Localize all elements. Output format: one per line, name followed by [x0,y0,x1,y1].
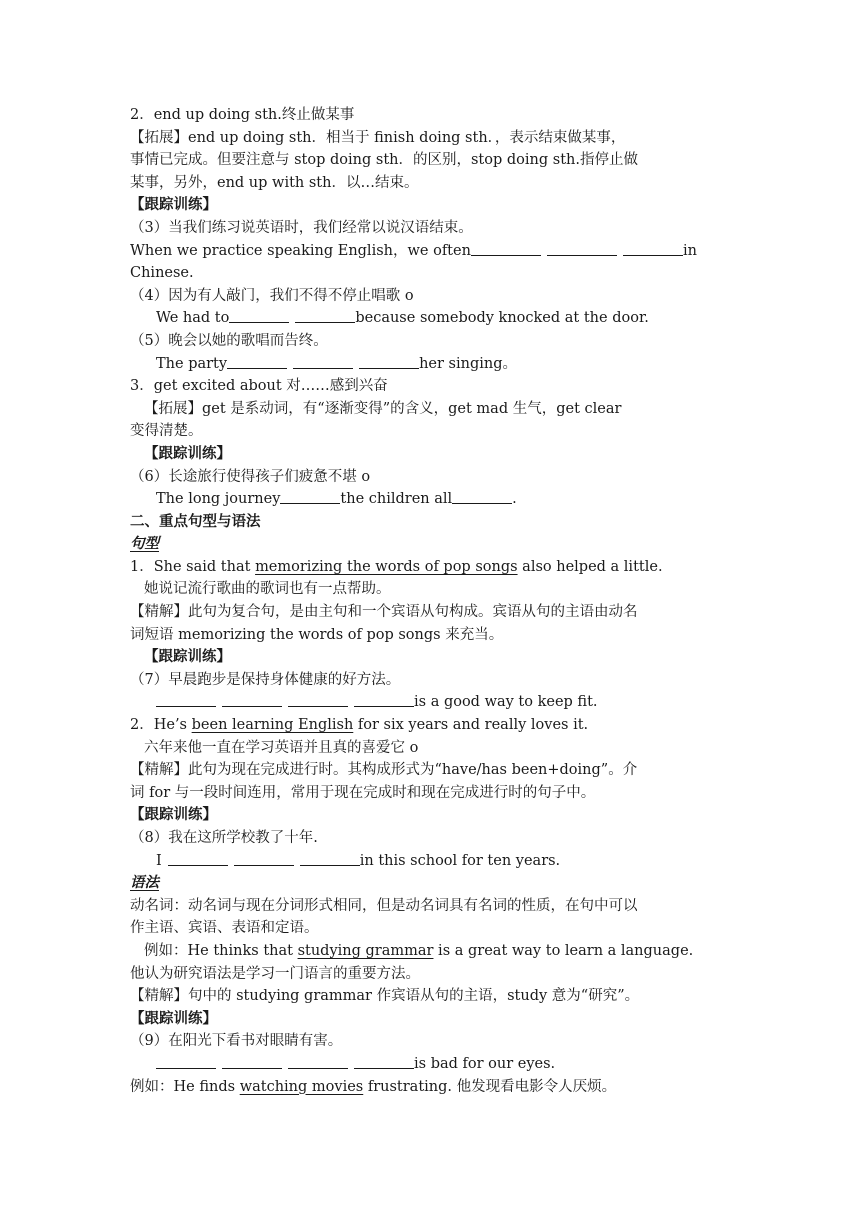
exercise-7-prompt: （7）早晨跑步是保持身体健康的好方法。 [130,671,401,688]
expansion-line-1: 【拓展】end up doing sth．相当于 finish doing sth．，表示结束做某事， [130,129,626,146]
expansion-get-line-1: 【拓展】get 是系动词，有“逐渐变得”的含义，get mad 生气，get clear [144,400,622,417]
grammar-example-1-translation: 他认为研究语法是学习一门语言的重要方法。 [130,965,420,982]
exercise-4-prompt: （4）因为有人敲门，我们不得不停止唱歌 o [130,287,414,304]
grammar-intro-line-2: 作主语、宾语、表语和定语。 [130,920,319,937]
item-3-heading: 3．get excited about 对……感到兴奋 [130,378,388,395]
fill-blank[interactable] [471,241,541,256]
sentence-text: We had to [156,310,230,327]
fill-blank[interactable] [156,1054,216,1069]
expansion-get-line-2: 变得清楚。 [130,423,203,440]
sentence-text: 例如：He thinks that [144,942,298,959]
grammar-intro-line-1: 动名词：动名词与现在分词形式相同，但是动名词具有名词的性质，在句中可以 [130,897,638,914]
explanation-2-line-1: 【精解】此句为现在完成进行时。其构成形式为“have/has been+doing”。介 [130,762,638,779]
exercise-8-sentence [130,850,734,873]
exercise-4-sentence [130,307,734,330]
underlined-phrase: watching movies [239,1078,364,1095]
fill-blank[interactable] [288,692,348,707]
fill-blank[interactable] [293,354,353,369]
sentence-text: 2．He’s [130,717,192,734]
sentence-text: is a great way to learn a language. [433,942,694,959]
exercise-3-sentence [130,240,734,263]
fill-blank[interactable] [354,692,414,707]
practice-heading: 【跟踪训练】 [130,806,217,824]
fill-blank[interactable] [227,354,287,369]
underlined-phrase: memorizing the words of pop songs [255,558,518,575]
sentence-text: because somebody knocked at the door. [355,310,649,327]
exercise-9-sentence [130,1053,734,1076]
fill-blank[interactable] [354,1054,414,1069]
pattern-2-sentence [130,714,734,737]
fill-blank[interactable] [288,1054,348,1069]
sentence-text: her singing。 [419,355,517,372]
fill-blank[interactable] [222,692,282,707]
item-2-heading: 2．end up doing sth.终止做某事 [130,107,355,123]
sentence-text: also helped a little. [517,558,663,575]
practice-heading: 【跟踪训练】 [130,1009,217,1027]
practice-heading: 【跟踪训练】 [130,196,217,214]
grammar-explanation: 【精解】句中的 studying grammar 作宾语从句的主语，study 意为“研究”。 [130,988,640,1005]
sentence-text: The party [156,355,228,372]
practice-heading: 【跟踪训练】 [144,444,231,462]
exercise-5-prompt: （5）晚会以她的歌唱而告终。 [130,332,328,349]
grammar-example-1 [130,940,734,963]
expansion-line-2: 事情已完成。但要注意与 stop doing sth．的区别，stop doing sth.指停止做 [130,152,638,169]
sentence-text: 1．She said that [130,558,256,575]
sentence-text: . [512,491,517,508]
grammar-heading-text: 语法 [130,874,159,892]
sentence-text: I [156,852,162,869]
expansion-line-3: 某事，另外，end up with sth．以…结束。 [130,174,419,191]
practice-heading: 【跟踪训练】 [144,648,231,666]
explanation-1-line-2: 词短语 memorizing the words of pop songs 来充当。 [130,626,504,643]
exercise-7-sentence [130,691,734,714]
sentence-text: in this school for ten years. [359,852,561,869]
exercise-9-prompt: （9）在阳光下看书对眼睛有害。 [130,1033,343,1050]
sentence-text: 例如：He finds [130,1078,240,1095]
sentence-text: is bad for our eyes. [414,1055,556,1072]
fill-blank[interactable] [452,489,512,504]
sentence-patterns-heading: 句型 [130,535,159,553]
grammar-example-2 [130,1076,734,1099]
exercise-5-sentence [130,353,734,376]
pattern-2-translation: 六年来他一直在学习英语并且真的喜爱它 o [144,739,419,756]
fill-blank[interactable] [229,308,289,323]
sentence-text: frustrating. 他发现看电影令人厌烦。 [363,1078,617,1095]
fill-blank[interactable] [280,489,340,504]
sentence-text: the children all [340,491,453,508]
fill-blank[interactable] [168,851,228,866]
exercise-3-sentence-end: Chinese. [130,265,194,282]
sentence-text: When we practice speaking English，we often [130,242,471,259]
fill-blank[interactable] [295,308,355,323]
pattern-1-sentence [130,556,734,579]
sentence-text: The long journey [156,491,281,508]
sentence-text: is a good way to keep fit. [414,694,598,711]
fill-blank[interactable] [300,851,360,866]
fill-blank[interactable] [156,692,216,707]
pattern-1-translation: 她说记流行歌曲的歌词也有一点帮助。 [144,581,391,598]
exercise-3-prompt: （3）当我们练习说英语时，我们经常以说汉语结束。 [130,219,473,236]
explanation-2-line-2: 词 for 与一段时间连用，常用于现在完成时和现在完成进行时的句子中。 [130,784,596,801]
sentence-text: in [682,242,697,259]
exercise-8-prompt: （8）我在这所学校教了十年. [130,830,318,846]
exercise-6-prompt: （6）长途旅行使得孩子们疲惫不堪 o [130,468,371,485]
fill-blank[interactable] [234,851,294,866]
fill-blank[interactable] [222,1054,282,1069]
explanation-1-line-1: 【精解】此句为复合句，是由主句和一个宾语从句构成。宾语从句的主语由动名 [130,604,638,621]
underlined-phrase: studying grammar [297,942,434,959]
underlined-phrase: been learning English [191,717,354,734]
fill-blank[interactable] [359,354,419,369]
section-2-heading: 二、重点句型与语法 [130,512,261,530]
fill-blank[interactable] [623,241,683,256]
fill-blank[interactable] [547,241,617,256]
sentence-text: for six years and really loves it. [353,717,589,734]
exercise-6-sentence [130,488,734,511]
grammar-heading [130,872,734,895]
document-page [130,104,734,1098]
